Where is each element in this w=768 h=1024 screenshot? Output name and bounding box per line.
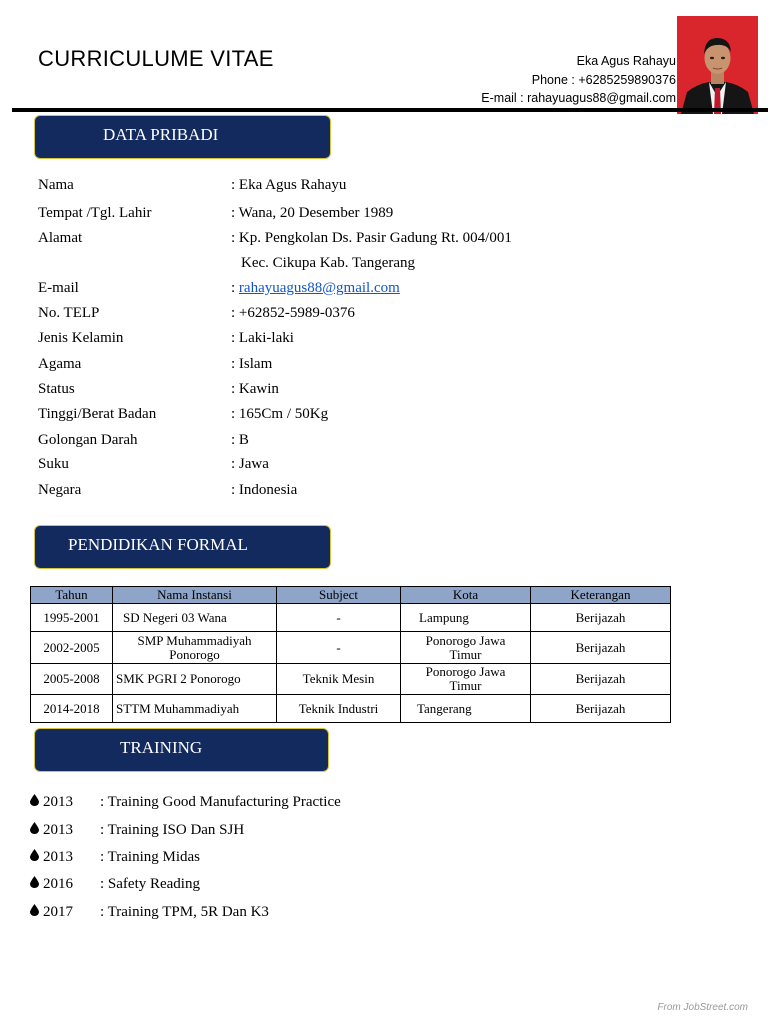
table-cell: Teknik Mesin — [277, 664, 401, 695]
section-banner-training — [34, 728, 329, 772]
personal-label: E-mail — [38, 280, 79, 296]
table-cell: Lampung — [401, 604, 531, 632]
education-table — [30, 586, 671, 723]
table-header-cell: Subject — [277, 587, 401, 604]
table-header-cell: Nama Instansi — [113, 587, 277, 604]
section-banner-education — [34, 525, 331, 569]
drop-bullet-icon — [30, 876, 42, 892]
personal-label: Nama — [38, 177, 74, 193]
training-year: 2013 — [43, 822, 73, 838]
personal-value: : 165Cm / 50Kg — [231, 406, 329, 422]
personal-value: : Eka Agus Rahayu — [231, 177, 347, 193]
list-item — [30, 822, 245, 839]
personal-value: : Laki-laki — [231, 330, 294, 346]
personal-value: : Kawin — [231, 381, 279, 397]
training-year: 2016 — [43, 876, 73, 892]
table-cell: 1995-2001 — [31, 604, 113, 632]
table-cell: Berijazah — [531, 695, 671, 723]
personal-value-email — [231, 280, 400, 297]
drop-bullet-icon — [30, 904, 42, 920]
drop-bullet-icon — [30, 822, 42, 838]
personal-label: Status — [38, 381, 75, 397]
personal-value: : Indonesia — [231, 482, 298, 498]
personal-value-address-line2: Kec. Cikupa Kab. Tangerang — [241, 255, 416, 271]
table-row — [31, 632, 671, 664]
contact-email: E-mail : rahayuagus88@gmail.com — [481, 91, 676, 105]
drop-bullet-icon — [30, 849, 42, 865]
section-title-personal: DATA PRIBADI — [103, 125, 219, 144]
personal-value: : Kp. Pengkolan Ds. Pasir Gadung Rt. 004/001 — [231, 230, 512, 246]
list-item — [30, 849, 201, 866]
table-cell: Tangerang — [401, 695, 531, 723]
email-link[interactable]: rahayuagus88@gmail.com — [238, 280, 400, 296]
training-year: 2013 — [43, 849, 73, 865]
personal-label: Golongan Darah — [38, 432, 138, 448]
table-cell: Ponorogo Jawa Timur — [401, 632, 531, 664]
table-cell: 2005-2008 — [31, 664, 113, 695]
section-title-training: TRAINING — [120, 738, 203, 757]
table-cell: 2002-2005 — [31, 632, 113, 664]
table-cell: SD Negeri 03 Wana — [113, 604, 277, 632]
list-item — [30, 876, 200, 893]
table-row — [31, 604, 671, 632]
training-year: 2013 — [43, 794, 73, 810]
profile-photo-portrait — [677, 16, 758, 114]
training-text: : Training TPM, 5R Dan K3 — [100, 904, 269, 920]
personal-label: No. TELP — [38, 305, 100, 321]
table-cell: Teknik Industri — [277, 695, 401, 723]
personal-label: Agama — [38, 356, 82, 372]
table-header-cell: Kota — [401, 587, 531, 604]
training-year: 2017 — [43, 904, 73, 920]
section-banner-personal — [34, 115, 331, 159]
training-text: : Training Midas — [100, 849, 201, 865]
table-cell: Ponorogo Jawa Timur — [401, 664, 531, 695]
table-cell: Berijazah — [531, 604, 671, 632]
drop-bullet-icon — [30, 794, 42, 810]
source-footer: From JobStreet.com — [657, 1002, 748, 1013]
training-text: : Training ISO Dan SJH — [100, 822, 245, 838]
personal-value: : Wana, 20 Desember 1989 — [231, 205, 394, 221]
personal-label: Tinggi/Berat Badan — [38, 406, 157, 422]
personal-label: Alamat — [38, 230, 83, 246]
personal-label: Tempat /Tgl. Lahir — [38, 205, 152, 221]
personal-label: Negara — [38, 482, 82, 498]
table-header-row — [31, 587, 671, 604]
cv-title: CURRICULUME VITAE — [38, 46, 274, 71]
table-cell: SMP Muhammadiyah Ponorogo — [113, 632, 277, 664]
personal-label: Jenis Kelamin — [38, 330, 124, 346]
contact-name: Eka Agus Rahayu — [576, 54, 676, 68]
personal-value: : B — [231, 432, 249, 448]
list-item — [30, 904, 269, 921]
email-prefix: : — [231, 280, 239, 296]
section-title-education: PENDIDIKAN FORMAL — [68, 535, 248, 554]
training-text: : Safety Reading — [100, 876, 200, 892]
header-divider — [12, 108, 768, 112]
table-row — [31, 664, 671, 695]
profile-photo — [677, 16, 758, 114]
list-item — [30, 794, 341, 811]
table-row — [31, 695, 671, 723]
table-header-cell: Tahun — [31, 587, 113, 604]
table-cell: SMK PGRI 2 Ponorogo — [113, 664, 277, 695]
table-cell: 2014-2018 — [31, 695, 113, 723]
table-cell: Berijazah — [531, 664, 671, 695]
personal-value: : Jawa — [231, 456, 269, 472]
personal-value: : Islam — [231, 356, 273, 372]
table-cell: - — [277, 604, 401, 632]
contact-phone: Phone : +6285259890376 — [531, 73, 676, 87]
personal-value: : +62852-5989-0376 — [231, 305, 355, 321]
table-cell: STTM Muhammadiyah — [113, 695, 277, 723]
training-text: : Training Good Manufacturing Practice — [100, 794, 341, 810]
table-cell: - — [277, 632, 401, 664]
personal-label: Suku — [38, 456, 69, 472]
table-cell: Berijazah — [531, 632, 671, 664]
table-header-cell: Keterangan — [531, 587, 671, 604]
